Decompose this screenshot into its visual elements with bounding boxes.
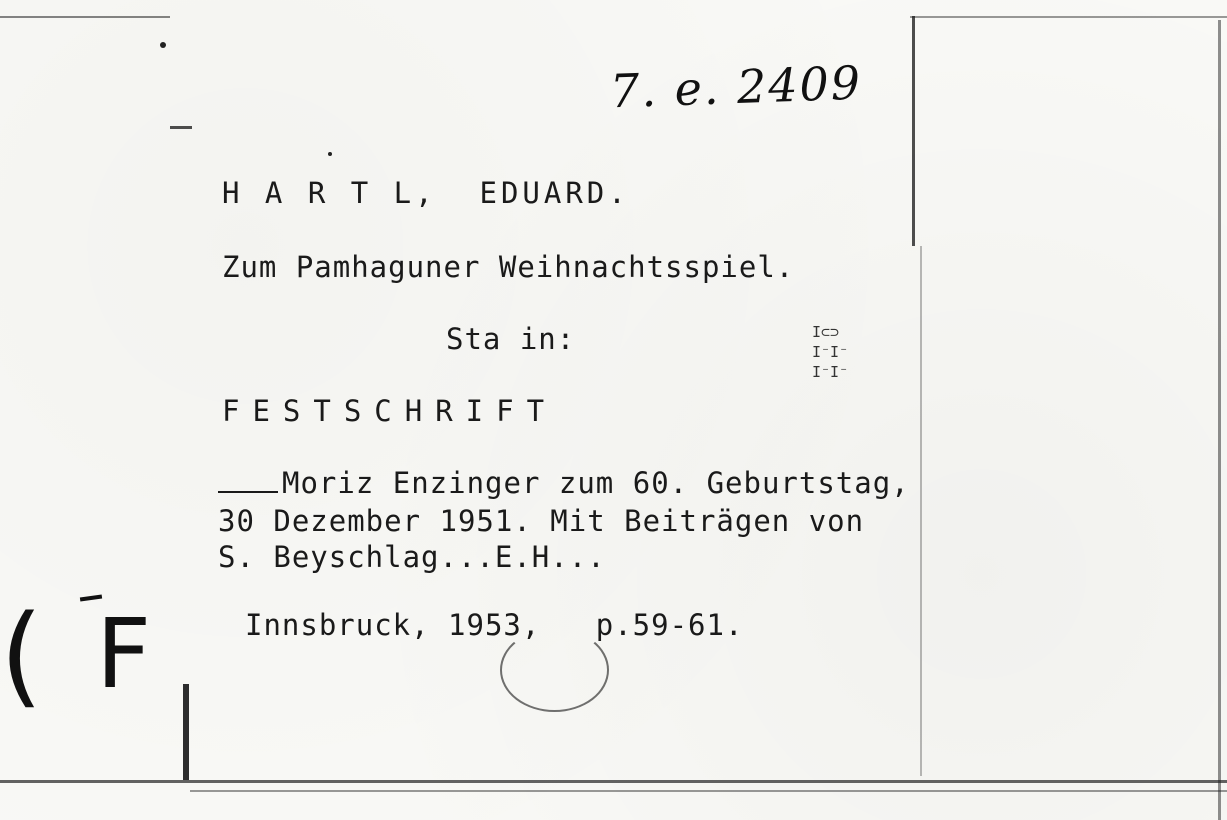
- punch-dot: [160, 42, 166, 48]
- right-edge-rule: [1218, 20, 1221, 820]
- series-line: FESTSCHRIFT: [222, 394, 558, 428]
- imprint-line: Innsbruck, 1953, p.59-61.: [245, 608, 744, 642]
- margin-tick: [170, 126, 192, 129]
- date-contrib-line: 30 Dezember 1951. Mit Beiträgen von: [218, 504, 865, 538]
- top-rule-left: [0, 16, 170, 18]
- in-label: Sta in:: [446, 322, 576, 356]
- vertical-rule-upper: [912, 16, 915, 246]
- stamp-circle: [500, 628, 609, 712]
- contributors-line: S. Beyschlag...E.H...: [218, 540, 606, 574]
- vertical-rule-lower: [920, 246, 922, 776]
- margin-paren: (: [0, 591, 43, 719]
- dedication-text: Moriz Enzinger zum 60. Geburtstag,: [282, 466, 910, 500]
- bottom-rule: [0, 780, 1227, 783]
- side-mark: I⊂⊃ I⁻I⁻ I⁻I⁻: [812, 323, 849, 381]
- margin-letter: F: [96, 598, 152, 710]
- dash-blank: [218, 469, 278, 493]
- top-rule-right: [910, 16, 1227, 18]
- title-line: Zum Pamhaguner Weihnachtsspiel.: [222, 250, 795, 284]
- margin-bar: [183, 684, 189, 780]
- ink-dot: [328, 152, 332, 156]
- author-line: H A R T L, EDUARD.: [222, 176, 630, 210]
- dedication-line: [218, 466, 910, 500]
- bottom-rule-secondary: [190, 790, 1227, 792]
- call-number: 7. e. 2409: [609, 55, 863, 119]
